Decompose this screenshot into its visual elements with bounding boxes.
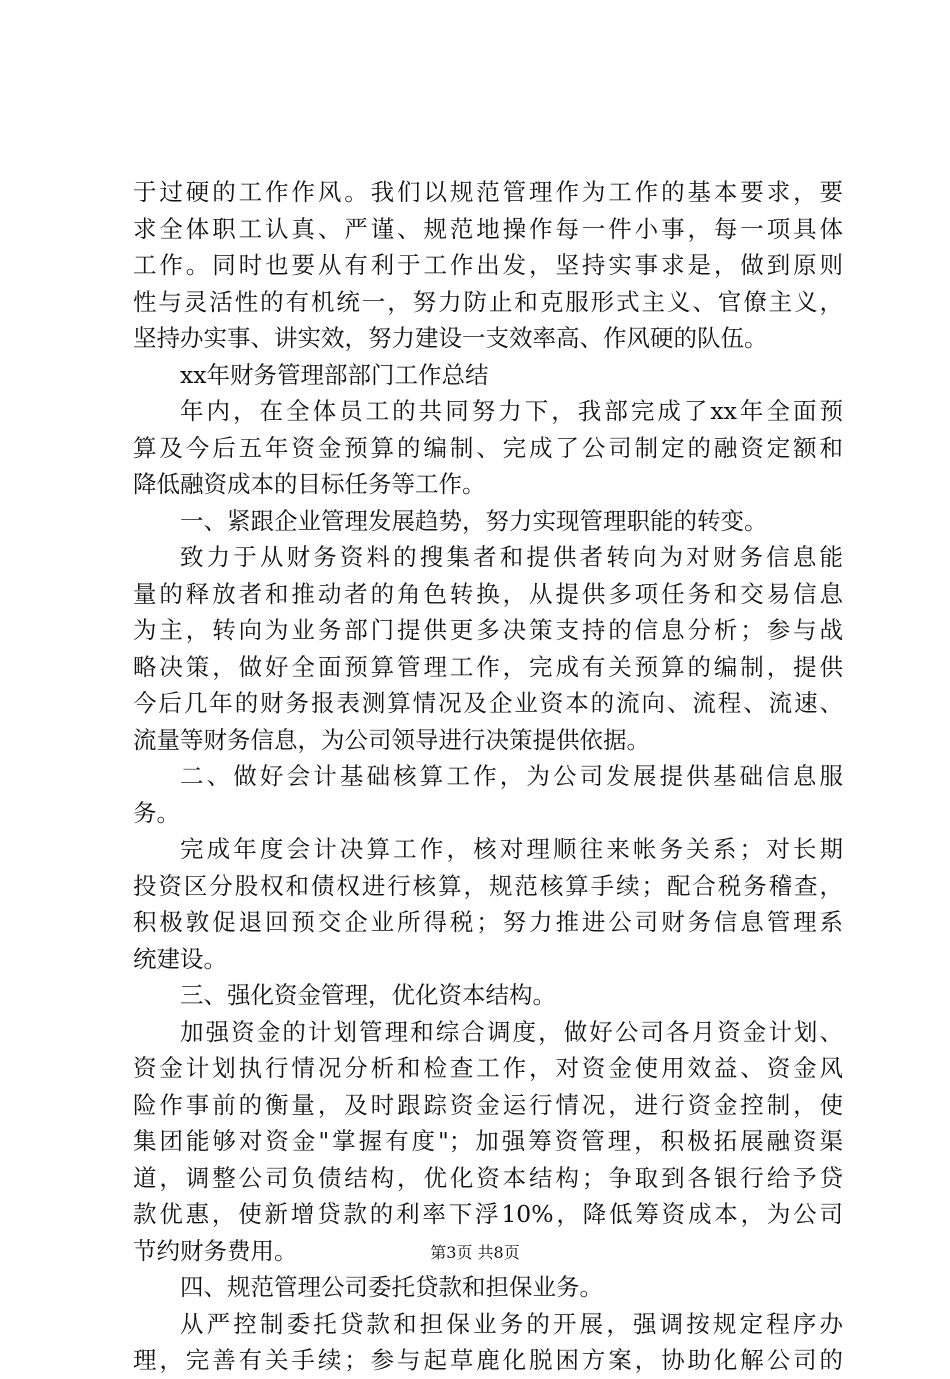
text-line: 资金计划执行情况分析和检查工作，对资金使用效益、资金风 [133, 1054, 843, 1082]
section-title: xx年财务管理部部门工作总结 [180, 360, 489, 389]
text-line: 统建设。 [133, 944, 227, 973]
text-line: 流量等财务信息，为公司领导进行决策提供依据。 [133, 725, 650, 754]
text-line: 工作。同时也要从有利于工作出发，坚持实事求是，做到原则 [133, 251, 843, 279]
page-number-footer: 第3页 共8页 [430, 1243, 520, 1262]
text-line: 务。 [133, 798, 180, 827]
text-line: 略决策，做好全面预算管理工作，完成有关预算的编制，提供 [133, 652, 843, 681]
section-heading: 三、强化资金管理，优化资本结构。 [180, 981, 556, 1009]
text-line: 理，完善有关手续；参与起草鹿化脱困方案，协助化解公司的 [133, 1346, 843, 1374]
text-line: 节约财务费用。 [133, 1236, 298, 1265]
text-line: 算及今后五年资金预算的编制、完成了公司制定的融资定额和 [133, 433, 843, 462]
text-line: 险作事前的衡量，及时跟踪资金运行情况，进行资金控制，使 [133, 1090, 843, 1119]
text-line: 于过硬的工作作风。我们以规范管理作为工作的基本要求，要 [133, 178, 843, 206]
section-heading: 四、规范管理公司委托贷款和担保业务。 [180, 1273, 603, 1301]
text-line: 积极敦促退回预交企业所得税；努力推进公司财务信息管理系 [133, 908, 843, 936]
text-line: 投资区分股权和债权进行核算，规范核算手续；配合税务稽查， [133, 871, 843, 900]
section-heading: 一、紧跟企业管理发展趋势，努力实现管理职能的转变。 [180, 506, 768, 535]
text-line: 款优惠，使新增贷款的利率下浮10%，降低筹资成本，为公司 [133, 1200, 843, 1228]
text-line: 降低融资成本的目标任务等工作。 [133, 470, 486, 498]
text-line: 坚持办实事、讲实效，努力建设一支效率高、作风硬的队伍。 [133, 324, 768, 352]
text-line: 量的释放者和推动者的角色转换，从提供多项任务和交易信息 [133, 579, 843, 608]
text-line: 集团能够对资金"掌握有度"；加强筹资管理，积极拓展融资渠 [133, 1127, 843, 1155]
text-line: 年内，在全体员工的共同努力下，我部完成了xx年全面预 [180, 397, 843, 425]
document-body [133, 174, 843, 1379]
text-line: 今后几年的财务报表测算情况及企业资本的流向、流程、流速、 [133, 689, 843, 717]
text-line: 性与灵活性的有机统一，努力防止和克服形式主义、官僚主义， [133, 287, 843, 316]
section-heading: 二、做好会计基础核算工作，为公司发展提供基础信息服 [180, 762, 843, 790]
text-line: 致力于从财务资料的搜集者和提供者转向为对财务信息能 [180, 543, 843, 571]
text-line: 求全体职工认真、严谨、规范地操作每一件小事，每一项具体 [133, 214, 843, 243]
text-line: 道，调整公司负债结构，优化资本结构；争取到各银行给予贷 [133, 1163, 843, 1192]
text-line: 加强资金的计划管理和综合调度，做好公司各月资金计划、 [180, 1017, 843, 1046]
text-line: 为主，转向为业务部门提供更多决策支持的信息分析；参与战 [133, 616, 843, 644]
text-line: 完成年度会计决算工作，核对理顺往来帐务关系；对长期 [180, 835, 843, 863]
text-line: 从严控制委托贷款和担保业务的开展，强调按规定程序办 [180, 1309, 843, 1338]
